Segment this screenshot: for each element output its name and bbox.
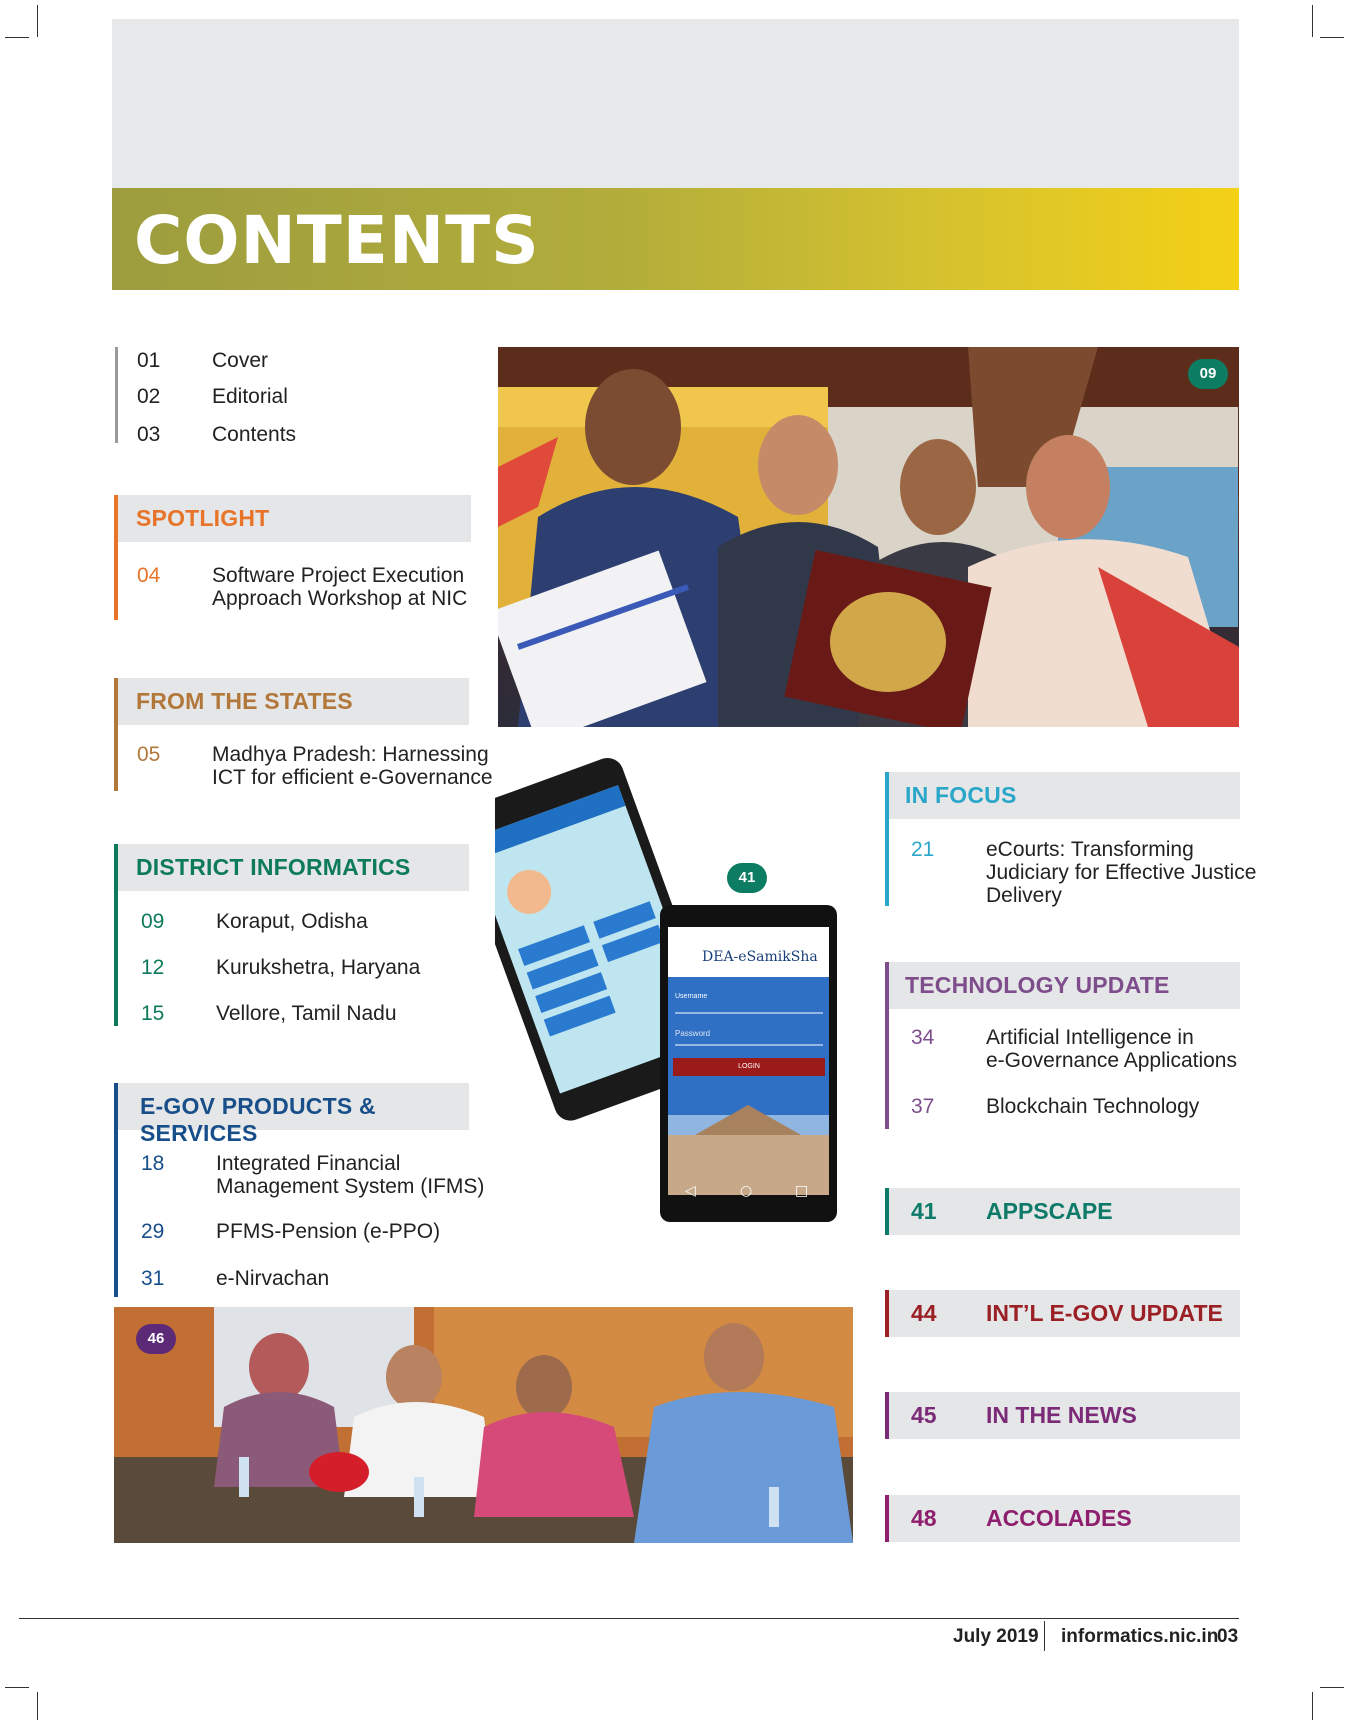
entry-number: 18 [141,1152,165,1175]
page-title: CONTENTS [134,202,540,279]
entry-line: Delivery [986,884,1062,907]
entry-number: 02 [137,385,161,408]
entry-title[interactable]: PFMS-Pension (e-PPO) [216,1220,441,1243]
crop-mark [5,37,29,38]
entry-title[interactable] [986,838,1256,907]
entry-number: 12 [141,956,165,979]
login-button[interactable]: LOGIN [738,1063,760,1070]
entry-title[interactable] [212,743,493,789]
section-title: TECHNOLOGY UPDATE [905,972,1170,998]
entry-title[interactable]: Blockchain Technology [986,1095,1200,1118]
section-header-technology [887,962,1240,1009]
section-bar [114,495,118,620]
crop-mark [1320,37,1344,38]
footer-separator [1044,1621,1045,1651]
entry-number: 29 [141,1220,165,1243]
crop-mark [1312,1692,1313,1720]
password-field[interactable]: Password [675,1029,711,1038]
username-label: Username [675,993,708,1000]
section-bar [114,1083,118,1297]
entry-line: Judiciary for Effective Justice [986,861,1257,884]
section-title: IN THE NEWS [986,1402,1137,1428]
section-title: INT’L E-GOV UPDATE [986,1300,1223,1326]
entry-line: Madhya Pradesh: Harnessing [212,743,489,766]
entry-number: 15 [141,1002,165,1025]
entry-number: 21 [911,838,935,861]
entry-title[interactable] [986,1026,1237,1072]
section-appscape[interactable] [887,1188,1240,1235]
crop-mark [1320,1687,1344,1688]
page-badge[interactable]: 09 [1188,359,1228,389]
entry-title[interactable]: Editorial [212,385,288,408]
section-bar [885,962,889,1129]
entry-line: Software Project Execution [212,564,465,587]
entry-title[interactable]: Vellore, Tamil Nadu [216,1002,397,1025]
section-header-from-states [116,678,469,725]
section-bar [885,1290,889,1337]
entry-title[interactable] [216,1152,484,1198]
phones-svg [495,755,840,1225]
section-bar [885,772,889,906]
section-intl-egov-update[interactable] [887,1290,1240,1337]
section-number: 44 [911,1300,937,1326]
section-header-in-focus [887,772,1240,819]
section-title: DISTRICT INFORMATICS [136,854,411,880]
crop-mark [37,5,38,37]
footer-rule [19,1618,1239,1619]
footer-site[interactable]: informatics.nic.in [1061,1626,1219,1647]
section-number: 45 [911,1402,937,1428]
section-header-egov [116,1083,469,1146]
section-number: 41 [911,1198,937,1224]
section-bar [114,844,118,1026]
app-phones-illustration [495,755,840,1225]
header-panel [112,19,1239,188]
entry-title[interactable] [212,564,467,610]
section-header-spotlight [116,495,471,542]
section-title: ACCOLADES [986,1505,1132,1531]
entry-number: 04 [137,564,161,587]
entry-number: 09 [141,910,165,933]
section-accolades[interactable] [887,1495,1240,1542]
entry-number: 31 [141,1267,165,1290]
section-in-the-news[interactable] [887,1392,1240,1439]
crop-mark [5,1687,29,1688]
svg-text:◁: ◁ [685,1183,696,1199]
section-title: FROM THE STATES [136,688,353,714]
section-bar [885,1188,889,1235]
section-title: APPSCAPE [986,1198,1113,1224]
entry-number: 01 [137,349,161,372]
entry-title[interactable]: e-Nirvachan [216,1267,330,1290]
intro-bar [115,347,118,443]
section-bar [885,1495,889,1542]
crop-mark [37,1692,38,1720]
award-ceremony-photo [498,347,1239,727]
section-bar [885,1392,889,1439]
entry-line: e-Governance Applications [986,1049,1237,1072]
section-title: E-GOV PRODUCTS & SERVICES [140,1093,376,1146]
section-title: SPOTLIGHT [136,505,270,531]
entry-number: 37 [911,1095,935,1118]
award-scene-illustration [498,347,1239,727]
entry-line: Artificial Intelligence in [986,1026,1194,1049]
entry-title[interactable]: Koraput, Odisha [216,910,368,933]
section-bar [114,678,118,791]
section-title: IN FOCUS [905,782,1017,808]
page-badge[interactable]: 41 [727,863,767,893]
crop-mark [1312,5,1313,37]
section-number: 48 [911,1505,937,1531]
entry-line: eCourts: Transforming [986,838,1194,861]
entry-title[interactable]: Kurukshetra, Haryana [216,956,421,979]
footer-date: July 2019 [953,1626,1039,1647]
meeting-photo [114,1307,853,1543]
entry-number: 34 [911,1026,935,1049]
entry-number: 05 [137,743,161,766]
meeting-scene-illustration [114,1307,853,1543]
footer-page-number: 03 [1217,1626,1239,1647]
entry-title[interactable]: Cover [212,349,269,372]
section-header-district [116,844,469,891]
svg-text:□: □ [795,1183,809,1199]
entry-title[interactable]: Contents [212,423,297,446]
title-banner [112,188,1239,290]
entry-line: ICT for efficient e-Governance [212,766,493,789]
svg-text:○: ○ [740,1183,753,1199]
app-brand: DEA-eSamikSha [702,949,818,965]
entry-line: Management System (IFMS) [216,1175,485,1198]
entry-line: Integrated Financial [216,1152,401,1175]
page-badge[interactable]: 46 [136,1324,176,1354]
entry-number: 03 [137,423,161,446]
entry-line: Approach Workshop at NIC [212,587,468,610]
